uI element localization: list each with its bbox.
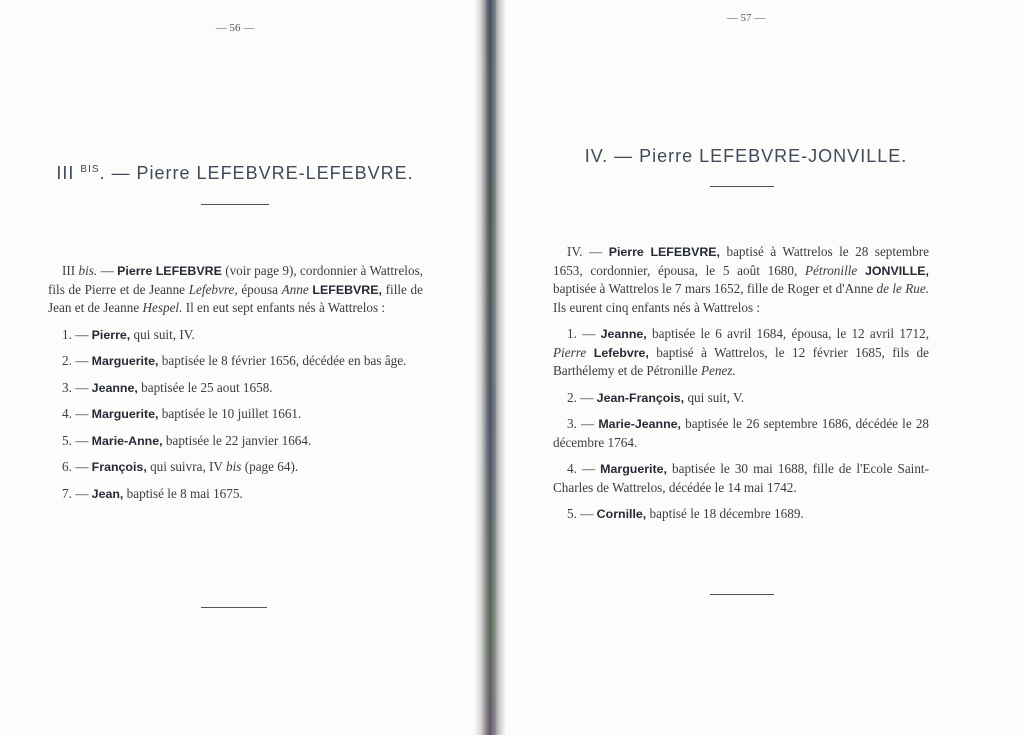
child-entry: 1. — Jeanne, baptisée le 6 avril 1684, épousa, le 12 avril 1712, Pierre Lefebvre, baptisé à Wattrelos, le 12 février 1685, fils de Barthélemy et de Pétronille Penez. bbox=[553, 326, 929, 378]
left-body bbox=[48, 262, 423, 511]
heading-numeral: III bbox=[56, 163, 75, 183]
section-heading-left bbox=[0, 163, 470, 184]
child-entry: 5. — Marie-Anne, baptisée le 22 janvier 1664. bbox=[62, 432, 312, 448]
intro-paragraph-right: IV. — Pierre LEFEBVRE, baptisé à Wattrelos le 28 septembre 1653, cordonnier, épousa, le 5 août 1680, Pétronille JONVILLE, baptisée à Wattrelos le 7 mars 1652, fille de Roger et d'Anne de le Rue. Ils eurent cinq enfants nés à Wattrelos : bbox=[553, 244, 929, 315]
child-entry: 1. — Pierre, qui suit, IV. bbox=[62, 326, 195, 342]
heading-rule-left bbox=[201, 204, 269, 205]
child-entry: 2. — Marguerite, baptisée le 8 février 1656, décédée en bas âge. bbox=[62, 353, 407, 368]
page-number-left: — 56 — bbox=[215, 22, 255, 34]
heading-rule-right bbox=[710, 186, 774, 187]
child-entry: 5. — Cornille, baptisé le 18 décembre 1689. bbox=[567, 506, 804, 521]
end-rule-left bbox=[201, 607, 267, 608]
right-body bbox=[553, 243, 929, 532]
intro-paragraph-left: III bis. — Pierre LEFEBVRE (voir page 9), cordonnier à Wattrelos, fils de Pierre et de Jeanne Lefebvre, épousa Anne LEFEBVRE, fille de Jean et de Jeanne Hespel. Il en eut sept enfants nés à Wattrelos : bbox=[48, 263, 424, 315]
right-page bbox=[496, 0, 1024, 735]
child-entry: 3. — Marie-Jeanne, baptisée le 26 septembre 1686, décédée le 28 décembre 1764. bbox=[553, 416, 930, 450]
heading-title: . — Pierre LEFEBVRE-LEFEBVRE. bbox=[99, 163, 414, 183]
child-entry: 4. — Marguerite, baptisée le 30 mai 1688, fille de l'Ecole Saint-Charles de Wattrelos, décédée le 14 mai 1742. bbox=[553, 461, 929, 495]
gutter-scan-tint bbox=[486, 0, 496, 735]
heading-bis: BIS bbox=[80, 164, 100, 175]
left-page bbox=[0, 0, 482, 735]
child-entry: 6. — François, qui suivra, IV bis (page 64). bbox=[62, 459, 299, 474]
child-entry: 4. — Marguerite, baptisée le 10 juillet 1661. bbox=[62, 406, 302, 421]
child-entry: 7. — Jean, baptisé le 8 mai 1675. bbox=[62, 485, 243, 501]
end-rule-right bbox=[710, 594, 774, 595]
section-heading-right: IV. — Pierre LEFEBVRE-JONVILLE. bbox=[584, 146, 908, 166]
child-entry: 2. — Jean-François, qui suit, V. bbox=[567, 389, 745, 405]
child-entry: 3. — Jeanne, baptisée le 25 aout 1658. bbox=[62, 379, 273, 395]
page-number-right: — 57 — bbox=[726, 12, 766, 24]
